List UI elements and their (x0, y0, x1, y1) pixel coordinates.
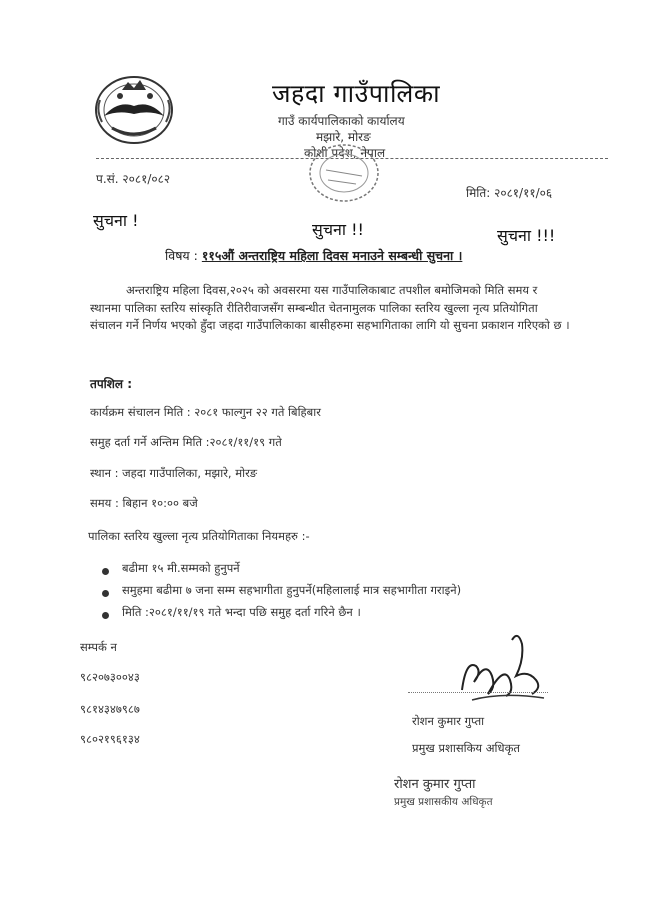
rule-item-3: मिति :२०८१/११/१९ गते भन्दा पछि समुह दर्ता गरिने छैन । (122, 605, 361, 619)
stamp-title: प्रमुख प्रशासकीय अधिकृत (394, 796, 493, 808)
government-emblem-icon (92, 70, 176, 146)
subject-text: ११५औं अन्तराष्ट्रिय महिला दिवस मनाउने सम्बन्धी सुचना । (201, 248, 463, 263)
letter-number: प.सं. २०८१/०८२ (96, 172, 171, 186)
office-name: गाउँ कार्यपालिकाको कार्यालय (278, 114, 405, 128)
program-date: कार्यक्रम संचालन मिति : २०८१ फाल्गुन २२ गते बिहिबार (90, 405, 321, 419)
signatory-title: प्रमुख प्रशासकिय अधिकृत (412, 741, 520, 755)
org-name: जहदा गाउँपालिका (272, 79, 441, 108)
contact-number-3: ९८०२१९६१३४ (80, 732, 140, 746)
notice-heading-2: सुचना !! (312, 220, 364, 239)
signature-icon (452, 620, 552, 712)
program-time: समय : बिहान १०:०० बजे (90, 496, 198, 510)
rule-item-1: बढीमा १५ मी.सम्मको हुनुपर्ने (122, 561, 240, 575)
contact-number-2: ९८१४३४७९८७ (80, 702, 140, 716)
notice-heading-3: सुचना !!! (497, 226, 556, 245)
contact-heading: सम्पर्क न (80, 640, 117, 654)
notice-heading-1: सुचना ! (93, 211, 139, 230)
letter-date: मिति: २०८१/११/०६ (466, 186, 553, 200)
office-province: कोशी प्रदेश, नेपाल (304, 146, 386, 160)
stamp-name: रोशन कुमार गुप्ता (394, 777, 476, 792)
subject-label: विषय : (165, 248, 198, 263)
bullet-icon (102, 590, 109, 597)
body-paragraph: अन्तराष्ट्रिय महिला दिवस,२०२५ को अवसरमा यस गाउँपालिकाबाट तपशील बमोजिमको मिति समय र स्थानमा पालिका स्तरिय सांस्कृति रीतिरीवाजसँग सम्बन्धीत चेतनामुलक पालिका स्तरिय खुल्ला नृत्य प्रतियोगिता संचालन गर्ने निर्णय भएको हुँदा जहदा गाउँपालिकाका बासीहरुमा सहभागिताका लागि यो सुचना प्रकाशन गरिएको छ । (90, 283, 570, 332)
subject-line (165, 247, 462, 264)
registration-deadline: समुह दर्ता गर्ने अन्तिम मिति :२०८१/११/१९ गते (90, 435, 282, 449)
venue: स्थान : जहदा गाउँपालिका, मझारे, मोरङ (90, 466, 258, 480)
office-stamp-icon (306, 140, 382, 206)
office-location: मझारे, मोरङ (316, 130, 371, 144)
bullet-icon (102, 568, 109, 575)
contact-number-1: ९८२०७३००४३ (80, 670, 140, 684)
signatory-name: रोशन कुमार गुप्ता (412, 714, 485, 728)
rules-heading: पालिका स्तरिय खुल्ला नृत्य प्रतियोगिताका नियमहरु :- (88, 529, 310, 543)
bullet-icon (102, 612, 109, 619)
rule-item-2: समुहमा बढीमा ७ जना सम्म सहभागीता हुनुपर्ने(महिलालाई मात्र सहभागीता गराइने) (122, 583, 462, 597)
signature-line (408, 692, 548, 693)
details-heading: तपशिल : (90, 377, 133, 391)
